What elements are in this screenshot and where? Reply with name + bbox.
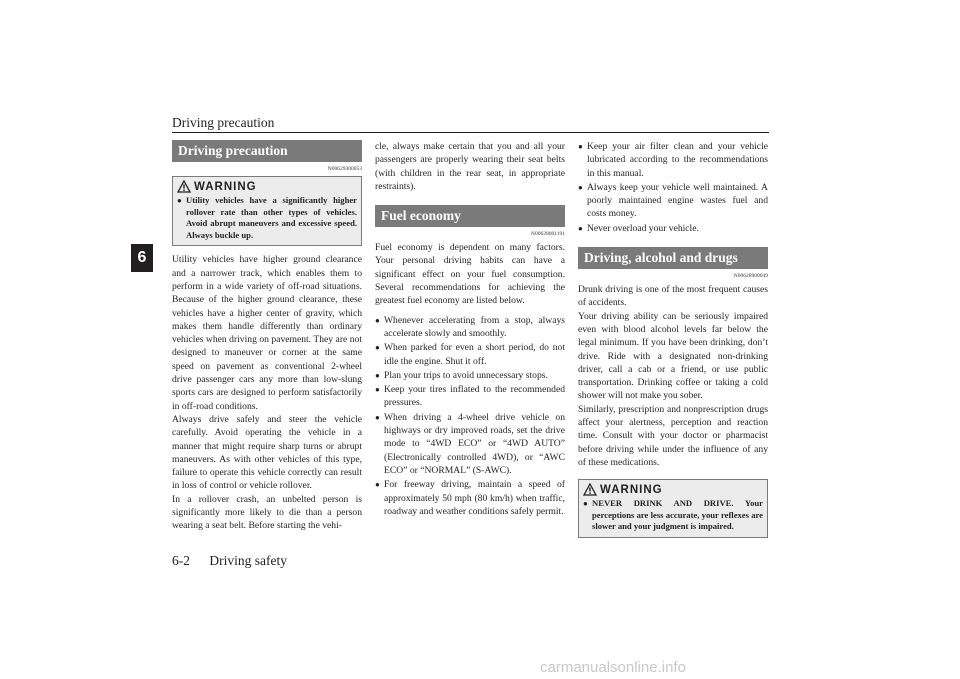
column-3 [578,140,768,545]
warning-triangle-icon [177,180,191,193]
column-1 [172,140,362,533]
page-header-title: Driving precaution [172,115,275,130]
warning-label: WARNING [194,180,257,193]
paragraph: Utility vehicles have higher ground clearance and a narrower track, which enables them to perform in a wide variety of off-road situations. Because of the higher ground clearance, these vehicles have a higher center of gravity, which makes them handle differently than ordinary vehicles when driving on pavement. They are not designed to maneuver or corner at the same speed on pavement as conventional 2-wheel drive passenger cars any more than low-slung sports cars are designed to perform satisfactorily in off-road conditions. [172,254,362,412]
bullet-icon: ● [578,223,583,233]
list-item: ● For freeway driving, maintain a speed of approximately 50 mph (80 km/h) when traffic, roadway and weather conditions safely permit. [375,479,565,517]
footer-section-title: Driving safety [209,553,287,568]
bullet-icon: ● [375,315,380,325]
column-2 [375,140,565,519]
bullet-icon: ● [578,142,583,151]
warning-label: WARNING [600,483,663,496]
paragraph: Always drive safely and steer the vehicle carefully. Avoid operating the vehicle in a manner that might require sharp turns or abrupt maneuvers. As with other vehicles of this type, failure to operate this vehicle correctly can result in loss of control or vehicle rollover. [172,413,362,492]
section-heading-driving-precaution: Driving precaution [172,140,362,162]
header-rule [172,132,769,133]
warning-item: ● NEVER DRINK AND DRIVE. Your perceptions are less accurate, your reflexes are slower and your judgment is impaired. [583,498,763,532]
watermark-text: carmanualsonline.info [540,659,686,676]
page-number: 6-2 [172,553,190,568]
list-item: ● When parked for even a short period, do not idle the engine. Shut it off. [375,342,565,367]
warning-header [177,180,357,193]
bullet-icon: ● [578,182,583,192]
fuel-tips-list [375,314,565,518]
warning-header [583,483,763,496]
paragraph: Drunk driving is one of the most frequent causes of accidents. [578,284,768,309]
bullet-icon: ● [375,412,380,422]
list-item: ● Keep your air filter clean and your vehicle lubricated according to the recommendations in this manual. [578,141,768,179]
section-code: N00628900049 [733,273,768,280]
section-code: N00628001191 [530,231,565,238]
list-item: ● Whenever accelerating from a stop, always accelerate slowly and smoothly. [375,314,565,339]
bullet-icon: ● [375,480,380,490]
paragraph: In a rollover crash, an unbelted person is significantly more likely to die than a person wearing a seat belt. Before starting the vehi- [172,493,362,532]
paragraph: Fuel economy is dependent on many factors. Your personal driving habits can have a significant effect on your fuel consumption. Several recommendations for achieving the greatest fuel economy are listed below. [375,242,565,307]
paragraph: Your driving ability can be seriously impaired even with blood alcohol levels far below the legal minimum. If you have been drinking, don’t drive. Ride with a designated non-drinking driver, call a cab or a friend, or use public transportation. Drinking coffee or taking a cold shower will not make you sober. [578,310,768,402]
section-code: N00629300053 [327,166,362,172]
bullet-icon: ● [375,385,380,395]
warning-triangle-icon [583,483,597,496]
bullet-icon: ● [375,370,380,380]
bullet-icon: ● [177,196,182,205]
section-heading-alcohol-drugs: Driving, alcohol and drugs [578,247,768,269]
section-heading-fuel-economy: Fuel economy [375,205,565,227]
warning-box [172,176,362,246]
bullet-icon: ● [583,499,588,509]
page-footer [172,553,303,569]
warning-item: ● Utility vehicles have a significantly higher rollover rate than other types of vehicles. Avoid abrupt maneuvers and excessive speed. Always buckle up. [177,195,357,240]
chapter-tab: 6 [131,244,153,272]
paragraph: cle, always make certain that you and all your passengers are properly wearing their seat belts (with children in the rear seat, in appropriate restraints). [375,141,565,192]
list-item: ● Plan your trips to avoid unnecessary stops. [375,369,548,381]
warning-box [578,479,768,538]
list-item: ● Never overload your vehicle. [578,222,699,234]
list-item: ● Keep your tires inflated to the recommended pressures. [375,384,565,409]
list-item: ● Always keep your vehicle well maintained. A poorly maintained engine wastes fuel and costs money. [578,181,768,220]
fuel-tips-list-continued [578,140,768,235]
bullet-icon: ● [375,343,380,353]
paragraph: Similarly, prescription and nonprescription drugs affect your alertness, perception and reaction time. Consult with your doctor or pharmacist before driving while under the influence of any of these medications. [578,403,768,468]
list-item: ● When driving a 4-wheel drive vehicle on highways or dry improved roads, set the drive mode to “4WD ECO” or “4WD AUTO” (Electronically controlled 4WD), or “AWC ECO” or “NORMAL” (S-AWC). [375,411,565,476]
